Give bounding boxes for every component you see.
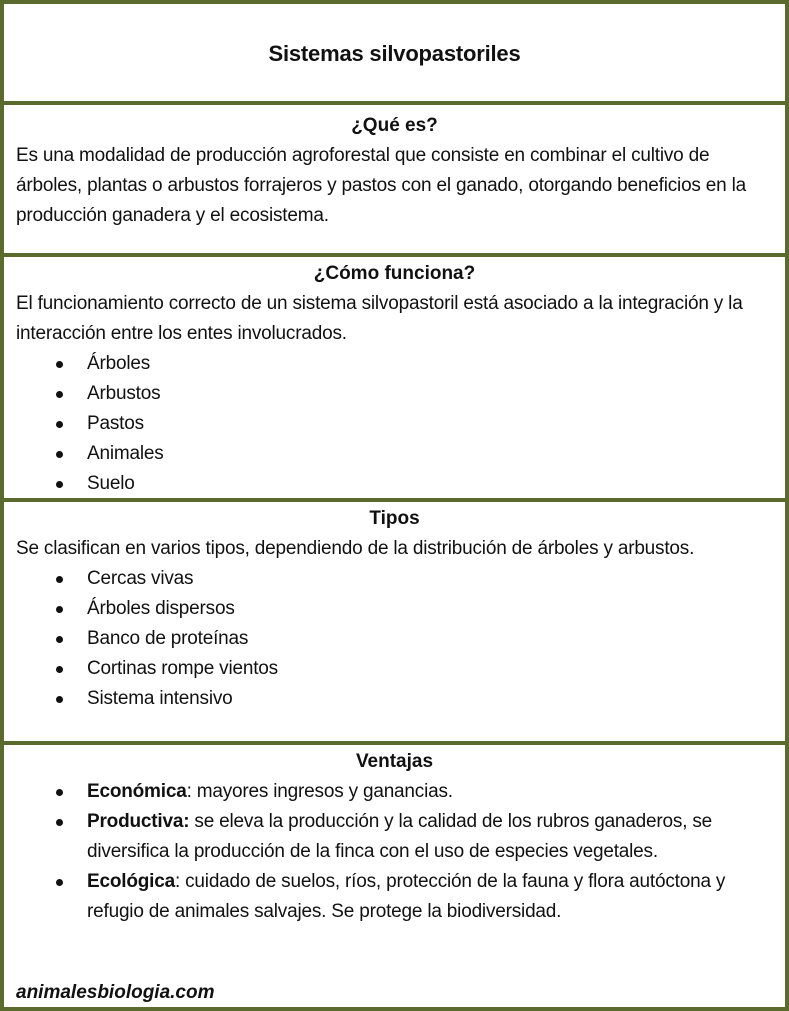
bullet-icon (56, 696, 63, 703)
section-heading: Tipos (369, 508, 420, 529)
title-row (4, 4, 785, 103)
bullet-icon (56, 606, 63, 613)
item-label: Productiva: (87, 811, 190, 832)
bullet-icon (56, 361, 63, 368)
bullet-icon (56, 819, 63, 826)
section-ventajas (4, 741, 785, 1011)
list-item: Suelo (4, 469, 773, 499)
bullet-icon (56, 421, 63, 428)
site-credit: animalesbiologia.com (16, 982, 215, 1003)
section-heading: Ventajas (355, 751, 434, 772)
section-heading: ¿Cómo funciona? (313, 263, 476, 284)
section-paragraph: Se clasifican en varios tipos, dependiendo de la distribución de árboles y arbustos. (16, 538, 695, 559)
section-paragraph: El funcionamiento correcto de un sistema silvopastoril está asociado a la integración y la interacción entre los entes involucrados. (16, 293, 743, 344)
bullet-list (4, 777, 785, 927)
section-paragraph: Es una modalidad de producción agroforestal que consiste en combinar el cultivo de árboles, plantas o arbustos forrajeros y pastos con el ganado, otorgando beneficios en la producción ganadera y el ecosistema. (16, 145, 747, 226)
bullet-icon (56, 451, 63, 458)
bullet-icon (56, 576, 63, 583)
item-label: Económica (87, 781, 187, 802)
bullet-icon (56, 666, 63, 673)
bullet-icon (56, 789, 63, 796)
item-label: Ecológica (87, 871, 175, 892)
bullet-icon (56, 391, 63, 398)
list-item: Productiva: se eleva la producción y la calidad de los rubros ganaderos, se diversifica la producción de la finca con el uso de especies vegetales. (4, 807, 773, 867)
list-item: Animales (4, 439, 773, 469)
bullet-icon (56, 481, 63, 488)
list-item: Banco de proteínas (4, 624, 773, 654)
bullet-icon (56, 879, 63, 886)
section-heading: ¿Qué es? (351, 115, 438, 136)
list-item: Sistema intensivo (4, 684, 773, 714)
section-como-funciona (4, 253, 785, 498)
bullet-list (4, 564, 785, 714)
list-item: Arbustos (4, 379, 773, 409)
page-title: Sistemas silvopastoriles (268, 40, 521, 66)
list-item: Cortinas rompe vientos (4, 654, 773, 684)
section-tipos (4, 498, 785, 741)
bullet-icon (56, 636, 63, 643)
list-item: Ecológica: cuidado de suelos, ríos, protección de la fauna y flora autóctona y refugio de animales salvajes. Se protege la biodiversidad. (4, 867, 773, 927)
list-item: Árboles (4, 349, 773, 379)
list-item: Pastos (4, 409, 773, 439)
bullet-list (4, 349, 785, 499)
list-item: Árboles dispersos (4, 594, 773, 624)
list-item: Económica: mayores ingresos y ganancias. (4, 777, 773, 807)
list-item: Cercas vivas (4, 564, 773, 594)
section-que-es (4, 101, 785, 253)
